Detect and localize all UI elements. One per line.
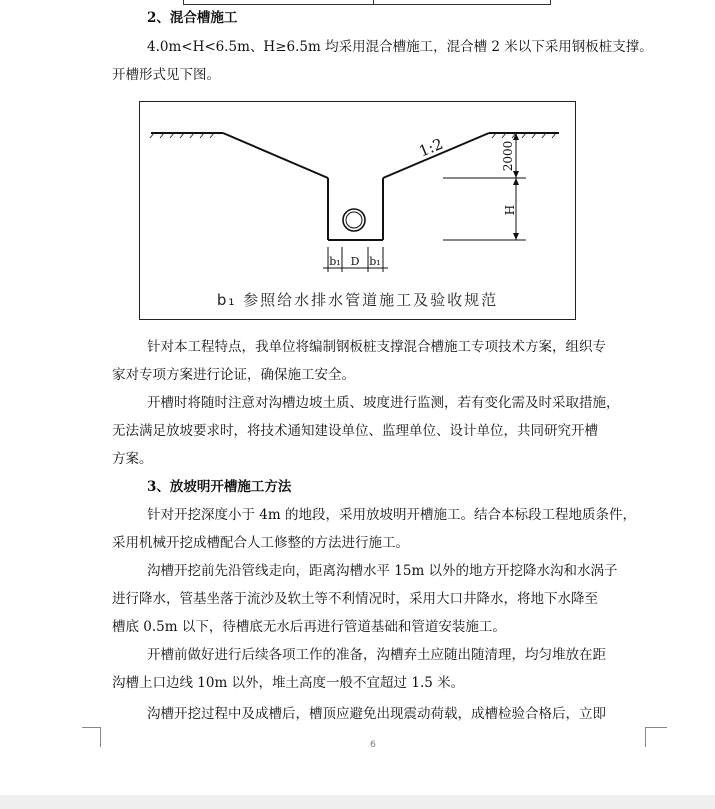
dimension-d: D xyxy=(350,255,360,268)
dimension-b1-left: b₁ xyxy=(329,255,341,268)
figure-caption: b₁ 参照给水排水管道施工及验收规范 xyxy=(216,291,499,309)
paragraph-line: 槽底 0.5m 以下，待槽底无水后再进行管道基础和管道安装施工。 xyxy=(112,619,506,635)
paragraph-line: 沟槽开挖前先沿管线走向，距离沟槽水平 15m 以外的地方开挖降水沟和水涡子 xyxy=(147,563,618,579)
section-heading-2: 2、混合槽施工 xyxy=(147,10,238,26)
dimension-h: H xyxy=(503,204,517,216)
table-remnant xyxy=(373,0,551,5)
paragraph-line: 针对开挖深度小于 4m 的地段，采用放坡明开槽施工。结合本标段工程地质条件， xyxy=(147,507,636,523)
section-heading-3: 3、放坡明开槽施工方法 xyxy=(147,479,292,495)
trench-diagram xyxy=(139,101,576,320)
margin-corner-mark xyxy=(82,727,101,728)
paragraph-line: 开槽时将随时注意对沟槽边坡土质、坡度进行监测，若有变化需及时采取措施， xyxy=(147,395,620,411)
paragraph-line: 开槽前做好进行后续各项工作的准备，沟槽弃土应随出随清理，均匀堆放在距 xyxy=(147,647,606,663)
margin-corner-mark xyxy=(645,727,667,728)
paragraph-line: 方案。 xyxy=(112,451,153,467)
paragraph-line: 进行降水，管基坐落于流沙及软土等不利情况时，采用大口井降水，将地下水降至 xyxy=(112,591,598,607)
slope-label: 1:2 xyxy=(416,134,446,161)
paragraph-line: 无法满足放坡要求时，将技术通知建设单位、监理单位、设计单位，共同研究开槽 xyxy=(112,423,598,439)
paragraph-line: 采用机械开挖成槽配合人工修整的方法进行施工。 xyxy=(112,535,409,551)
paragraph-line: 开槽形式见下图。 xyxy=(112,67,220,83)
paragraph-line: 沟槽开挖过程中及成槽后，槽顶应避免出现震动荷载，成槽检验合格后，立即 xyxy=(147,706,606,722)
paragraph-line: 针对本工程特点，我单位将编制钢板桩支撑混合槽施工专项技术方案，组织专 xyxy=(147,339,606,355)
dimension-b1-right: b₁ xyxy=(369,255,381,268)
table-remnant xyxy=(183,0,374,5)
paragraph-line: 家对专项方案进行论证，确保施工安全。 xyxy=(112,367,355,383)
paragraph-line: 4.0m<H<6.5m、H≥6.5m 均采用混合槽施工，混合槽 2 米以下采用钢板桩支撑。 xyxy=(147,39,653,55)
page-number: 6 xyxy=(370,740,376,750)
pipe-inner-circle xyxy=(346,212,362,228)
dimension-2000: 2000 xyxy=(501,140,515,172)
page-gap xyxy=(0,795,715,809)
paragraph-line: 沟槽上口边线 10m 以外，堆土高度一般不宜超过 1.5 米。 xyxy=(112,675,465,691)
